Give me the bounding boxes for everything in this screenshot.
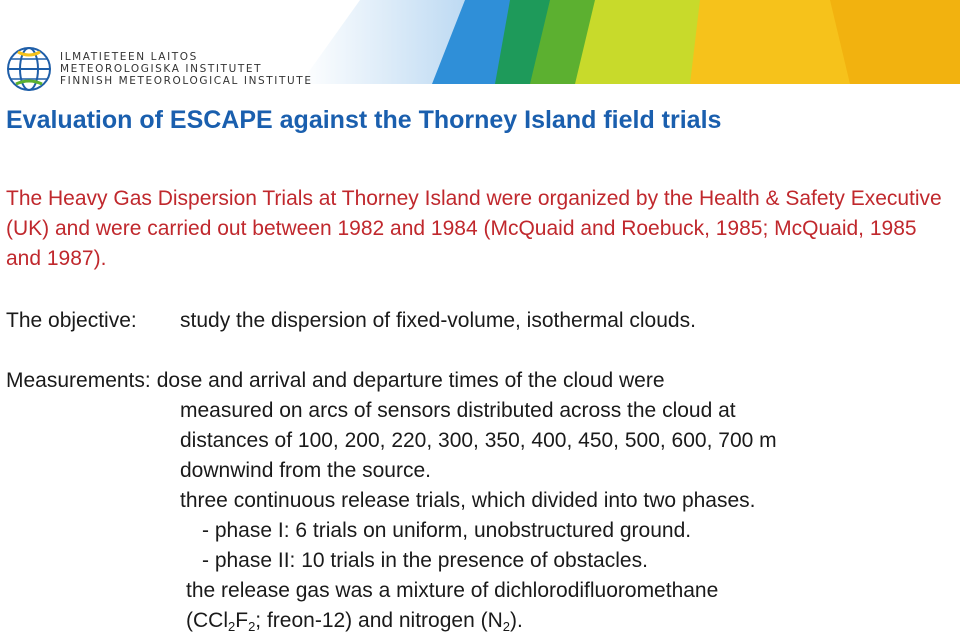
institute-logo: [6, 46, 313, 92]
formula-part: ).: [510, 609, 523, 632]
formula-part: (CCl: [186, 609, 228, 632]
fmi-globe-logo-icon: [6, 46, 52, 92]
formula-subscript: 2: [228, 619, 236, 634]
measurements-line: the release gas was a mixture of dichlorodifluoromethane: [186, 579, 719, 602]
intro-paragraph: The Heavy Gas Dispersion Trials at Thorney Island were organized by the Health & Safety Executive (UK) and were carried out between 1982 and 1984 (McQuaid and Roebuck, 1985; McQuaid, 1985 and 1987).: [6, 187, 942, 270]
measurements-label: Measurements:: [6, 369, 151, 392]
formula-subscript: 2: [248, 619, 256, 634]
measurements-line: - phase I: 6 trials on uniform, unobstructured ground.: [202, 519, 692, 542]
measurements-line: measured on arcs of sensors distributed across the cloud at: [180, 399, 736, 422]
measurements-first-line: dose and arrival and departure times of the cloud were: [156, 369, 665, 392]
logo-line-1: ILMATIETEEN LAITOS: [60, 51, 198, 63]
logo-text: [60, 51, 313, 87]
formula-part: ; freon-12) and nitrogen (N: [255, 609, 503, 632]
measurements-line: - phase II: 10 trials in the presence of obstacles.: [202, 549, 648, 572]
objective-row: [6, 306, 696, 336]
measurements-line: downwind from the source.: [180, 459, 431, 482]
objective-label: The objective:: [6, 309, 137, 332]
formula-subscript: 2: [502, 619, 510, 634]
banner-stripe-amber: [830, 0, 960, 84]
formula-part: F: [235, 609, 249, 632]
measurements-line: distances of 100, 200, 220, 300, 350, 400, 450, 500, 600, 700 m: [180, 429, 777, 452]
measurements-line: three continuous release trials, which divided into two phases.: [180, 489, 756, 512]
logo-line-2: METEOROLOGISKA INSTITUTET: [60, 63, 263, 75]
formula-line: [186, 606, 523, 636]
logo-line-3: FINNISH METEOROLOGICAL INSTITUTE: [60, 75, 313, 87]
measurements-row: [6, 366, 665, 396]
slide-title: Evaluation of ESCAPE against the Thorney Island field trials: [6, 106, 722, 134]
objective-text: study the dispersion of fixed-volume, isothermal clouds.: [180, 309, 696, 332]
banner-stripe-lime: [575, 0, 710, 84]
